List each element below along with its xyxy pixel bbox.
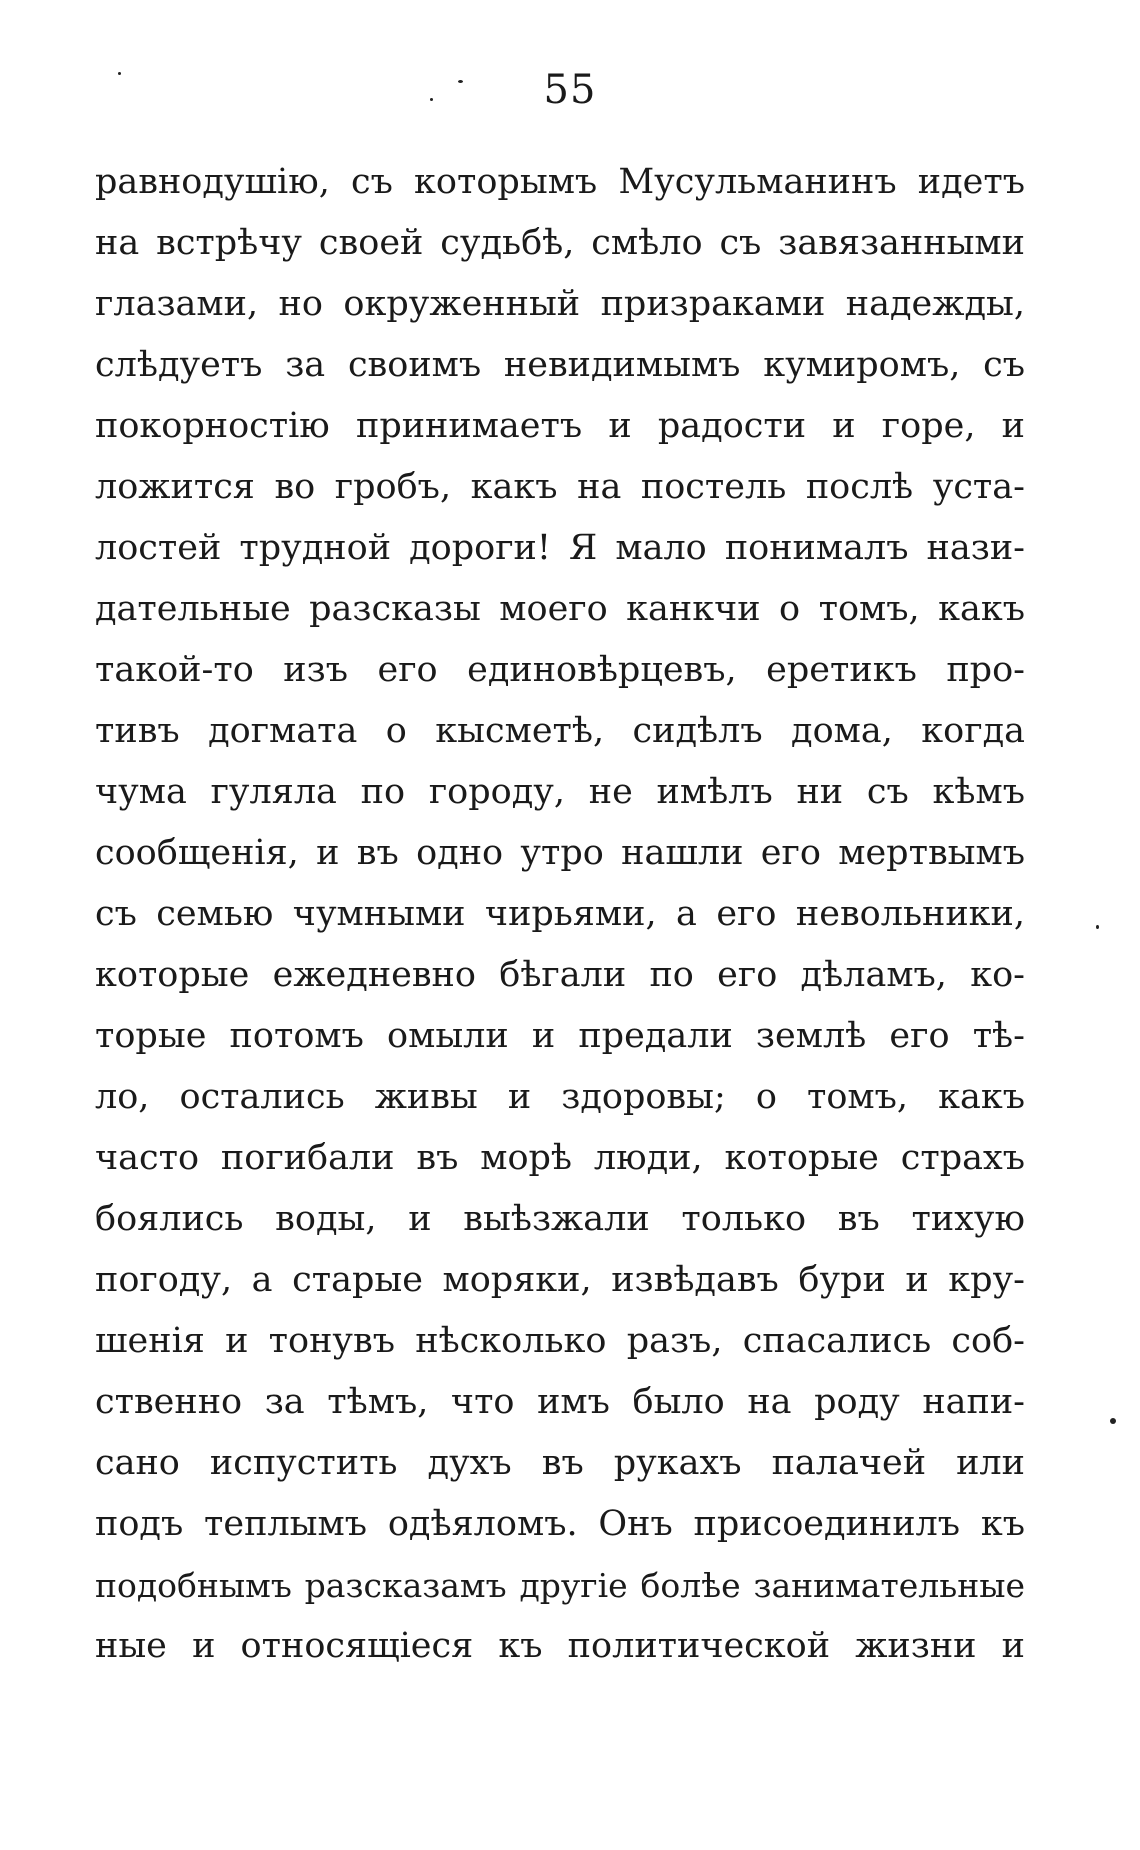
text-line: съ семью чумными чирьями, а его невольники, bbox=[95, 894, 1025, 934]
text-line: торые потомъ омыли и предали землѣ его тѣ- bbox=[95, 1016, 1025, 1056]
text-line: шенія и тонувъ нѣсколько разъ, спасались соб- bbox=[95, 1321, 1025, 1361]
text-line: боялись воды, и выѣзжали только въ тихую bbox=[95, 1199, 1025, 1239]
scan-speck bbox=[1096, 925, 1099, 929]
text-line: ло, остались живы и здоровы; о томъ, какъ bbox=[95, 1077, 1025, 1117]
scan-speck bbox=[430, 98, 433, 101]
text-line: глазами, но окруженный призраками надежды, bbox=[95, 284, 1025, 324]
text-line: ные и относящіеся къ политической жизни и bbox=[95, 1626, 1025, 1666]
text-line: тивъ догмата о кысметѣ, сидѣлъ дома, когда bbox=[95, 711, 1025, 751]
scan-speck bbox=[118, 72, 121, 75]
text-line: на встрѣчу своей судьбѣ, смѣло съ завязанными bbox=[95, 223, 1025, 263]
text-line: чума гуляла по городу, не имѣлъ ни съ кѣмъ bbox=[95, 772, 1025, 812]
text-line: сано испустить духъ въ рукахъ палачей или bbox=[95, 1443, 1025, 1483]
text-line: погоду, а старые моряки, извѣдавъ бури и кру- bbox=[95, 1260, 1025, 1300]
scan-speck bbox=[1110, 1418, 1116, 1424]
text-line: слѣдуетъ за своимъ невидимымъ кумиромъ, съ bbox=[95, 345, 1025, 385]
text-line: покорностію принимаетъ и радости и горе, и bbox=[95, 406, 1025, 446]
text-line: часто погибали въ морѣ люди, которые страхъ bbox=[95, 1138, 1025, 1178]
text-line: равнодушію, съ которымъ Мусульманинъ идетъ bbox=[95, 162, 1025, 202]
text-line: лостей трудной дороги! Я мало понималъ нази- bbox=[95, 528, 1025, 568]
text-line: ственно за тѣмъ, что имъ было на роду напи- bbox=[95, 1382, 1025, 1422]
text-line: такой-то изъ его единовѣрцевъ, еретикъ про- bbox=[95, 650, 1025, 690]
scan-speck bbox=[458, 80, 463, 83]
text-line: сообщенія, и въ одно утро нашли его мертвымъ bbox=[95, 833, 1025, 873]
text-line: которые ежедневно бѣгали по его дѣламъ, ко- bbox=[95, 955, 1025, 995]
text-line: подъ теплымъ одѣяломъ. Онъ присоединилъ къ bbox=[95, 1504, 1025, 1544]
text-line: дательные разсказы моего канкчи о томъ, какъ bbox=[95, 589, 1025, 629]
text-line: ложится во гробъ, какъ на постель послѣ уста- bbox=[95, 467, 1025, 507]
body-text bbox=[95, 152, 1025, 1677]
text-line: подобнымъ разсказамъ другіе болѣе занимательные bbox=[95, 1566, 1025, 1605]
page-number: 55 bbox=[543, 67, 597, 113]
